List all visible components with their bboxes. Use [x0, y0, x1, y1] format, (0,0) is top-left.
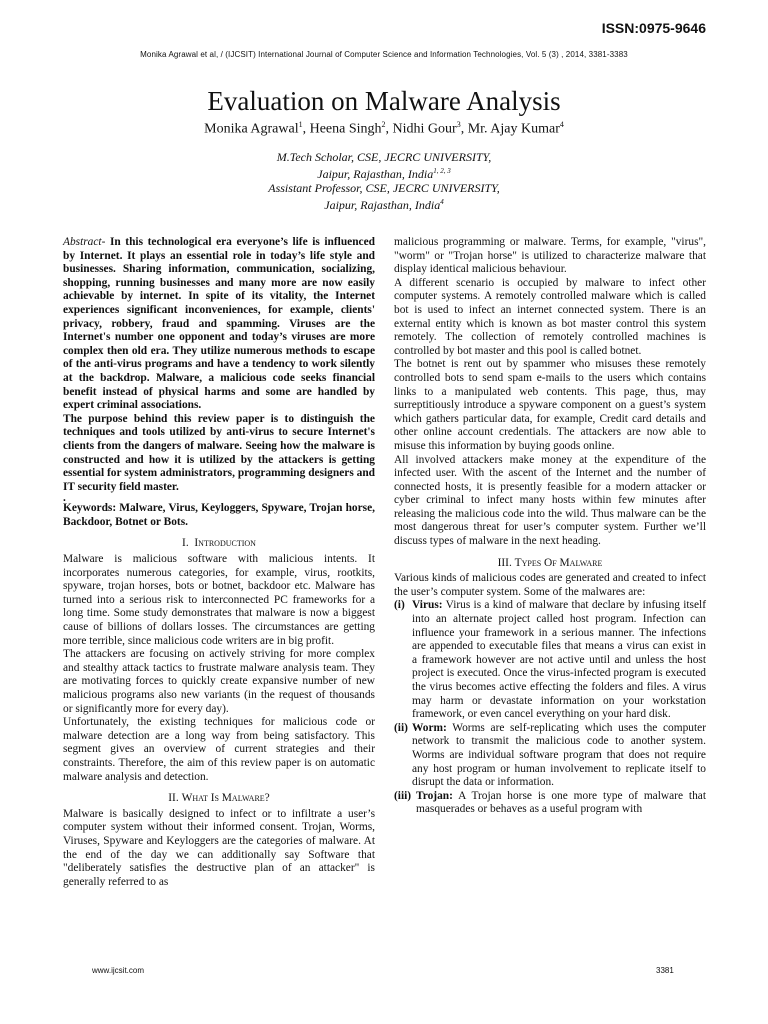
right-column	[394, 236, 706, 817]
author-superscript: 3	[456, 120, 461, 129]
affiliation-line: Assistant Professor, CSE, JECRC UNIVERSITY,	[268, 181, 500, 195]
author-superscript: 2	[381, 120, 386, 129]
author-superscript: 4	[559, 120, 564, 129]
footer-page-number: 3381	[656, 966, 674, 975]
list-item	[394, 790, 706, 817]
intro-paragraph: Unfortunately, the existing techniques for malicious code or malware detection are a long way from being satisfactory. This segment gives an overview of current strategies and their constraints. Therefore, the aim of this review paper is on automatic malware analysis and detection.	[63, 716, 375, 783]
author-name: Heena Singh	[309, 121, 382, 137]
intro-paragraph: The attackers are focusing on actively striving for more complex and stealthy attack tactics to frustrate malware analysis team. They are motivating forces to quickly create expansive number of new malicious programs also new variants (in the request of thousands or significantly more for every day).	[63, 648, 375, 715]
affiliation-line: M.Tech Scholar, CSE, JECRC UNIVERSITY,	[276, 150, 492, 164]
body-paragraph: malicious programming or malware. Terms, for example, "virus", "worm" or "Trojan horse" is utilized to characterize malware that display identical malicious behaviour.	[394, 236, 706, 276]
list-text: Virus is a kind of malware that declare by infusing itself into an alternate project called host program. Infection can influence your framework in a serious manner. The infections are appended to executable files that means a virus can exist in a framework however are not active until and unless the host project is executed. Once the virus-infected program is executed the virus becomes active effecting the folders and files. A virus may harm or devastate information on your workstation framework, or even cancel everything on your hard disk.	[412, 599, 706, 721]
list-marker: (ii)	[394, 721, 408, 734]
body-paragraph: The botnet is rent out by spammer who misuses these remotely controlled bots to send spam e-mails to the users which contains links to a manipulated web contents. This page, thus, may surreptitiously introduce a spyware component on a guest’s system which gathers particular data, for example, Credit card details and other online account credentials. The attackers are now able to misuse this information by buying goods online.	[394, 358, 706, 452]
abstract-dot: .	[63, 492, 66, 505]
abstract-label: Abstract-	[63, 236, 106, 248]
section-heading-what-is-malware: II. What Is Malware?	[168, 792, 270, 805]
author-name: Mr. Ajay Kumar	[467, 121, 560, 137]
affiliation-line: Jaipur, Rajasthan, India$^4$	[324, 198, 444, 212]
affiliations	[0, 150, 768, 212]
list-item	[394, 722, 706, 790]
paper-title: Evaluation on Malware Analysis	[207, 86, 561, 116]
affiliation-line: Jaipur, Rajasthan, India$^{1, 2, 3}$	[317, 167, 451, 181]
section-heading-introduction: I. Introduction	[182, 537, 256, 550]
section-heading-types-of-malware: III. Types Of Malware	[497, 556, 603, 569]
list-text: Worms are self-replicating which uses the computer network to transmit the malicious code to another system. Worms are individual software program that does not require any host program or human involvement to replicate itself to disrupt the data or information.	[412, 721, 706, 789]
keywords: Keywords: Malware, Virus, Keyloggers, Spyware, Trojan horse, Backdoor, Botnet or Bots.	[63, 502, 375, 528]
running-header: Monika Agrawal et al, / (IJCSIT) International Journal of Computer Science and Information Technologies, Vol. 5 (3) , 2014, 3381-3383	[140, 50, 628, 59]
author-name: Monika Agrawal	[204, 121, 299, 137]
list-term: Worm:	[412, 721, 447, 734]
list-text: A Trojan horse is one more type of malware that masquerades or behaves as a useful program with	[416, 789, 706, 816]
author-superscript: 1	[298, 120, 303, 129]
abstract-paragraph: The purpose behind this review paper is to distinguish the techniques and tools utilized by anti-virus to secure Internet's clients from the dangers of malware. Seeing how the malware is constructed and how it is utilized by the attackers is getting essential for system administrators, programming designers and IT security field master.	[63, 412, 375, 493]
left-column	[63, 236, 375, 889]
list-marker: (i)	[394, 599, 405, 612]
issn-label: ISSN:0975-9646	[601, 20, 706, 36]
list-term: Virus:	[412, 599, 443, 612]
abstract-paragraph: Abstract- In this technological era everyone’s life is influenced by Internet. It plays an essential role in today’s life style and businesses. Sharing information, communication, socializing, shopping, running businesses and many more are now easily achievable by internet. In spite of its vitality, the Internet experiences significant inconveniences, for example, clients' privacy, robbery, fraud and spamming. Viruses are the Internet's number one opponent and today’s viruses are more complex then old era. They utilize numerous methods to escape of the anti-virus programs and have a tendency to work silently at the backdrop. Malware, a malicious code seeks financial benefit instead of physical harms and some are handled by expert criminal associations.	[63, 236, 375, 412]
list-marker: (iii)	[394, 789, 412, 802]
intro-paragraph: Malware is malicious software with malicious intents. It incorporates numerous categories, for example, virus, rootkits, spyware, trojan horses, bots or botnet, backdoor etc. Malware has turned into a serious risk to interconnected PC frameworks for a long time. Some study demonstrates that malware is now a biggest cause of billions of dollars losses. The circumstances are getting more terrible, since malicious code writers are in big profit.	[63, 553, 375, 647]
author-name: Nidhi Gour	[392, 121, 457, 137]
body-paragraph: All involved attackers make money at the expenditure of the infected user. With the ascent of the Internet and the number of connected hosts, it is presently feasible for a modern attacker or cyber criminal to infect many hosts within few minutes after releasing the malicious code into the wild. Thus malware can be the most dangerous threat for user’s computer system. Further we’ll discuss types of malware in the next heading.	[394, 453, 706, 548]
author-list: Monika Agrawal$^1$, Heena Singh$^2$, Nidhi Gour$^3$, Mr. Ajay Kumar$^4$	[204, 120, 564, 137]
list-term: Trojan:	[416, 789, 453, 802]
types-intro-paragraph: Various kinds of malicious codes are generated and created to infect the user’s computer system. Some of the malwares are:	[394, 572, 706, 598]
body-paragraph: A different scenario is occupied by malware to infect other computer systems. A remotely controlled malware which is called bot is used to infect an internet connected system. There is an external entity which is known as bot master control this system remotely. The collection of remotely controlled machines is controlled by bot master and this pool is called botnet.	[394, 276, 706, 357]
what-paragraph: Malware is basically designed to infect or to infiltrate a user’s computer system without their informed consent. Trojan, Worms, Viruses, Spyware and Keyloggers are the categories of malware. At the end of the day we can additionally say Software that "deliberately satisfies the destructive plan of an attacker" is generally referred to as	[63, 807, 375, 888]
footer-website: www.ijcsit.com	[92, 966, 145, 975]
list-item	[394, 599, 706, 721]
